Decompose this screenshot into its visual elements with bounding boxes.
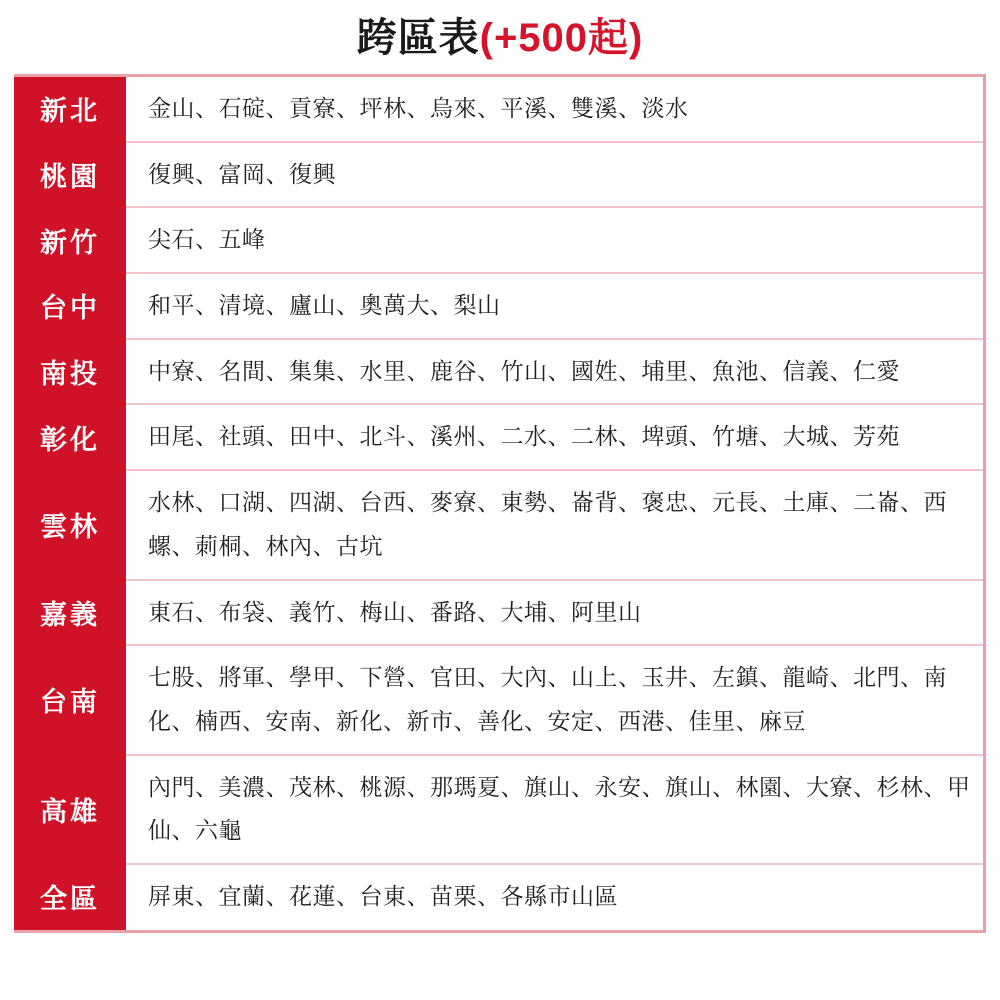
table-row <box>14 404 983 470</box>
table-row <box>14 864 983 929</box>
region-label-cell: 南投 <box>14 339 126 405</box>
region-areas-cell: 屏東、宜蘭、花蓮、台東、苗栗、各縣市山區 <box>148 882 618 909</box>
table-row <box>14 207 983 273</box>
cross-region-table <box>14 77 983 930</box>
region-label-cell: 新竹 <box>14 207 126 273</box>
region-areas-cell: 內門、美濃、茂林、桃源、那瑪夏、旗山、永安、旗山、林園、大寮、杉林、甲仙、六龜 <box>148 773 971 844</box>
region-label-cell: 嘉義 <box>14 580 126 646</box>
table-row <box>14 645 983 754</box>
table-row <box>14 273 983 339</box>
table-row <box>14 77 983 142</box>
cross-region-table-body <box>14 77 983 929</box>
table-row <box>14 339 983 405</box>
region-areas-cell: 水林、口湖、四湖、台西、麥寮、東勢、崙背、褒忠、元長、土庫、二崙、西螺、莿桐、林內、古坑 <box>148 489 947 559</box>
region-label-cell: 彰化 <box>14 404 126 470</box>
cross-region-table-wrapper <box>14 74 986 933</box>
table-row <box>14 580 983 646</box>
region-areas-cell: 中寮、名間、集集、水里、鹿谷、竹山、國姓、埔里、魚池、信義、仁愛 <box>148 357 900 384</box>
region-areas-cell: 七股、將軍、學甲、下營、官田、大內、山上、玉井、左鎮、龍崎、北門、南化、楠西、安南、新化、新市、善化、安定、西港、佳里、麻豆 <box>148 664 947 734</box>
page-title-accent: (+500起) <box>479 16 644 60</box>
region-label-cell: 台中 <box>14 273 126 339</box>
region-label-cell: 雲林 <box>14 470 126 579</box>
region-areas-cell: 東石、布袋、義竹、梅山、番路、大埔、阿里山 <box>148 598 642 625</box>
page-title-main: 跨區表 <box>356 16 480 60</box>
region-areas-cell: 金山、石碇、貢寮、坪林、烏來、平溪、雙溪、淡水 <box>148 95 689 121</box>
region-label-cell: 桃園 <box>14 142 126 208</box>
table-row <box>14 755 983 864</box>
table-row <box>14 142 983 208</box>
region-label-cell: 台南 <box>14 645 126 754</box>
page-title <box>0 0 1000 74</box>
region-label-cell: 新北 <box>14 77 126 142</box>
region-label-cell: 全區 <box>14 864 126 929</box>
region-label-cell: 高雄 <box>14 755 126 864</box>
region-areas-cell: 尖石、五峰 <box>148 226 266 253</box>
region-areas-cell: 和平、清境、廬山、奧萬大、梨山 <box>148 292 501 319</box>
region-areas-cell: 田尾、社頭、田中、北斗、溪州、二水、二林、埤頭、竹塘、大城、芳苑 <box>148 423 900 450</box>
region-areas-cell: 復興、富岡、復興 <box>148 160 336 187</box>
table-row <box>14 470 983 579</box>
